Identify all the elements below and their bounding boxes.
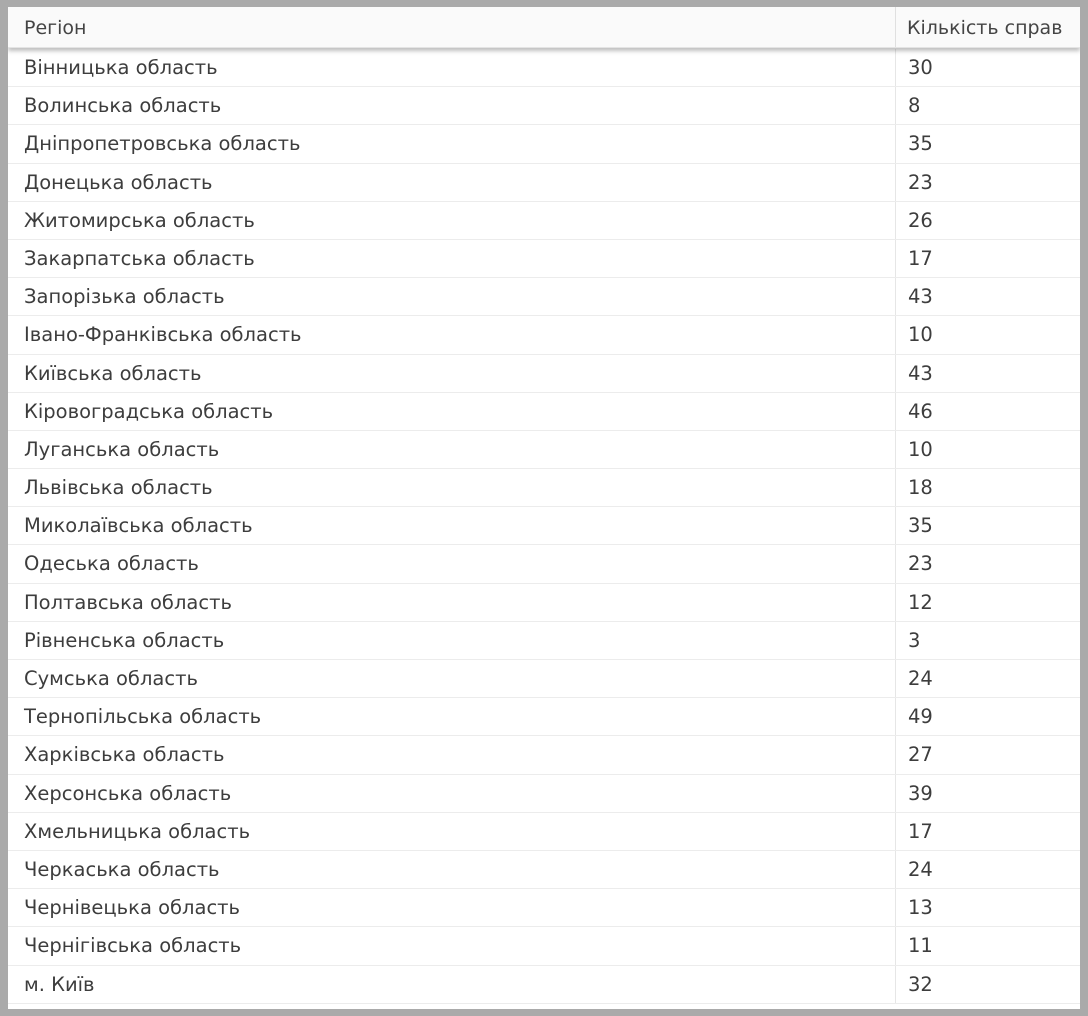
- region-cell: Волинська область: [8, 87, 896, 124]
- count-cell: 24: [908, 667, 933, 690]
- region-cell: Запорізька область: [8, 278, 896, 315]
- table-row: [8, 164, 1080, 202]
- count-cell: 46: [908, 399, 933, 423]
- region-cell: Херсонська область: [8, 775, 896, 812]
- count-cell: 35: [908, 132, 933, 156]
- count-cell: 12: [908, 590, 933, 614]
- count-cell: 8: [908, 94, 921, 118]
- table-row: [8, 507, 1080, 545]
- count-cell: 10: [908, 437, 933, 461]
- region-cell: Полтавська область: [8, 584, 896, 621]
- region-cell: Одеська область: [8, 545, 896, 582]
- count-cell: 11: [908, 934, 933, 958]
- table-row: [8, 240, 1080, 278]
- region-cell: Черкаська область: [8, 851, 896, 888]
- table-row: [8, 660, 1080, 698]
- region-cell: Луганська область: [8, 431, 896, 468]
- region-cell: Рівненська область: [8, 622, 896, 659]
- region-cell: Чернігівська область: [8, 927, 896, 964]
- region-cell: Івано-Франківська область: [8, 316, 896, 353]
- count-cell: 26: [908, 208, 933, 232]
- region-cell: Вінницька область: [8, 49, 896, 86]
- count-cell: 39: [908, 781, 933, 805]
- region-cell: Хмельницька область: [8, 813, 896, 850]
- table-row: [8, 87, 1080, 125]
- table-row: [8, 775, 1080, 813]
- region-cell: Київська область: [8, 355, 896, 392]
- table-row: [8, 851, 1080, 889]
- region-cell: Сумська область: [8, 660, 896, 697]
- region-cell: Харківська область: [8, 736, 896, 773]
- region-cell: Закарпатська область: [8, 240, 896, 277]
- count-cell: 18: [908, 476, 933, 500]
- table-row: [8, 431, 1080, 469]
- table-row: [8, 813, 1080, 851]
- count-cell: 17: [908, 819, 933, 843]
- count-cell: 10: [908, 323, 933, 347]
- table-row: [8, 584, 1080, 622]
- count-cell: 30: [908, 56, 933, 79]
- region-cell: Чернівецька область: [8, 889, 896, 926]
- table-row: [8, 966, 1080, 1004]
- count-cell: 3: [908, 628, 921, 652]
- count-cell: 13: [908, 896, 933, 920]
- count-cell: 35: [908, 514, 933, 538]
- count-cell: 23: [908, 552, 933, 576]
- table-row: [8, 736, 1080, 774]
- table-row: [8, 698, 1080, 736]
- region-cell: Миколаївська область: [8, 507, 896, 544]
- data-table: [8, 7, 1080, 1009]
- region-cell: Житомирська область: [8, 202, 896, 239]
- table-row: [8, 927, 1080, 965]
- region-cell: Тернопільська область: [8, 698, 896, 735]
- table-row: [8, 889, 1080, 927]
- table-row: [8, 355, 1080, 393]
- table-row: [8, 125, 1080, 163]
- table-header: [8, 7, 1080, 48]
- region-cell: Донецька область: [8, 164, 896, 201]
- count-cell: 17: [908, 246, 933, 270]
- region-cell: Львівська область: [8, 469, 896, 506]
- count-cell: 43: [908, 361, 933, 385]
- table-row: [8, 49, 1080, 87]
- count-cell: 49: [908, 705, 933, 729]
- table-row: [8, 545, 1080, 583]
- count-cell: 24: [908, 857, 933, 881]
- table-body: [8, 49, 1080, 1004]
- count-cell: 23: [908, 170, 933, 194]
- table-row: [8, 278, 1080, 316]
- table-row: [8, 393, 1080, 431]
- table-row: [8, 469, 1080, 507]
- table-row: [8, 316, 1080, 354]
- table-row: [8, 202, 1080, 240]
- region-cell: Дніпропетровська область: [8, 125, 896, 162]
- table-row: [8, 622, 1080, 660]
- count-cell: 27: [908, 743, 933, 767]
- region-cell: м. Київ: [8, 966, 896, 1003]
- region-cell: Кіровоградська область: [8, 393, 896, 430]
- count-cell: 32: [908, 972, 933, 996]
- count-cell: 43: [908, 285, 933, 309]
- column-header-region[interactable]: Регіон: [8, 7, 896, 47]
- column-header-count[interactable]: Кількість справ: [907, 17, 1063, 39]
